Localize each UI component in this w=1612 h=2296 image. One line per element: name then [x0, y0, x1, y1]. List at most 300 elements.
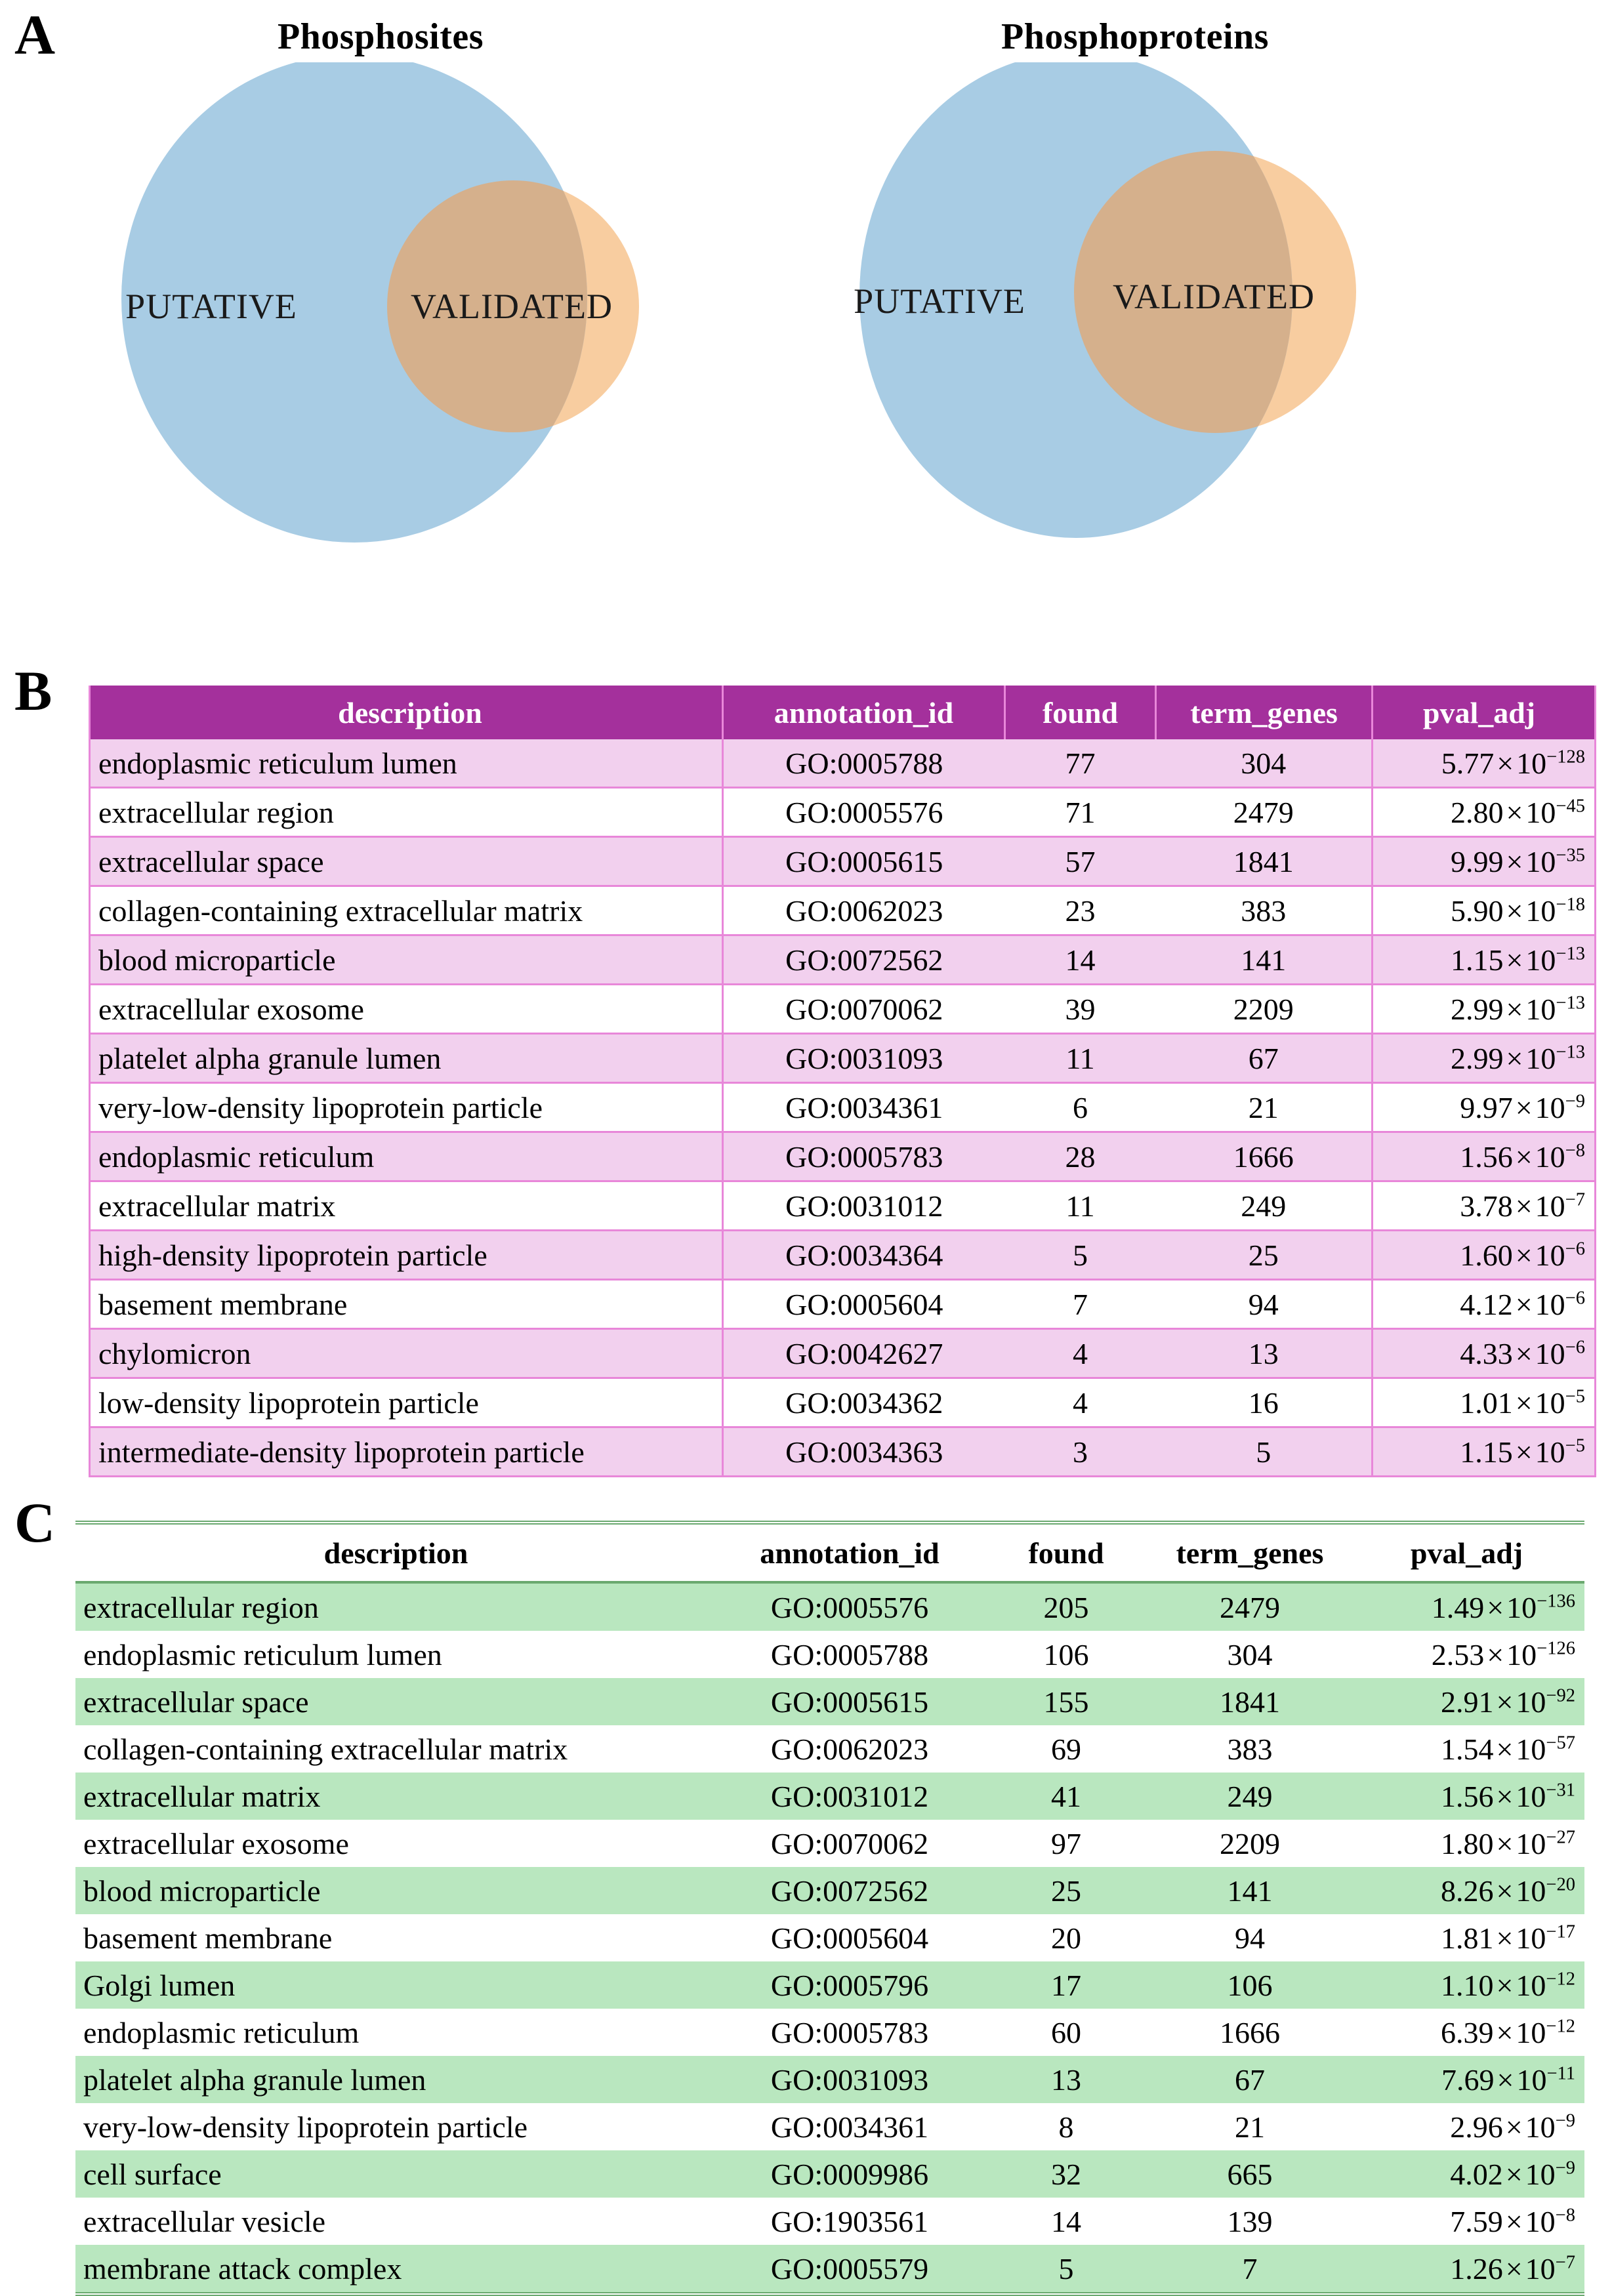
pval-base: 10: [1525, 893, 1556, 928]
multiplication-sign-icon: ×: [1515, 1336, 1533, 1370]
pval-mantissa: 1.54: [1440, 1732, 1494, 1766]
pval-exponent: −6: [1565, 1337, 1585, 1358]
cell-description: cell surface: [75, 2150, 709, 2198]
pval-exponent: −5: [1565, 1386, 1585, 1407]
multiplication-sign-icon: ×: [1506, 943, 1523, 977]
cell-term-genes: 106: [1142, 1961, 1358, 2009]
pval-base: 10: [1516, 1921, 1546, 1955]
cell-found: 14: [1005, 935, 1156, 985]
cell-description: low-density lipoprotein particle: [90, 1378, 723, 1427]
table-b-body: [90, 739, 1596, 1477]
pval-mantissa: 8.26: [1440, 1874, 1494, 1908]
pval-base: 10: [1506, 1637, 1537, 1671]
cell-description: endoplasmic reticulum: [90, 1132, 723, 1181]
cell-annotation-id: GO:0005788: [709, 1631, 991, 1678]
multiplication-sign-icon: ×: [1487, 1637, 1504, 1671]
cell-term-genes: 7: [1142, 2245, 1358, 2294]
pval-exponent: −11: [1546, 2063, 1575, 2084]
table-row: [90, 1034, 1596, 1083]
go-enrichment-table-phosphoproteins: [75, 1521, 1584, 2296]
pval-exponent: −128: [1546, 747, 1585, 768]
venn-diagram-phosphoproteins: [827, 0, 1548, 656]
pval-mantissa: 1.26: [1450, 2251, 1503, 2286]
cell-description: extracellular exosome: [75, 1820, 709, 1867]
multiplication-sign-icon: ×: [1515, 1189, 1533, 1223]
table-b-col-description: description: [90, 686, 723, 739]
pval-exponent: −35: [1556, 845, 1585, 866]
pval-base: 10: [1516, 2062, 1547, 2097]
cell-description: extracellular vesicle: [75, 2198, 709, 2245]
table-row: [75, 1914, 1584, 1961]
pval-exponent: −5: [1565, 1435, 1585, 1456]
cell-term-genes: 665: [1142, 2150, 1358, 2198]
cell-found: 5: [991, 2245, 1142, 2294]
cell-annotation-id: GO:0005796: [709, 1961, 991, 2009]
table-row: [75, 2056, 1584, 2103]
pval-base: 10: [1535, 1090, 1565, 1124]
pval-exponent: −27: [1546, 1827, 1575, 1848]
cell-annotation-id: GO:0072562: [723, 935, 1005, 985]
multiplication-sign-icon: ×: [1515, 1238, 1533, 1272]
venn-title-phosphoproteins: Phosphoproteins: [1001, 16, 1269, 57]
cell-term-genes: 25: [1156, 1231, 1373, 1280]
cell-term-genes: 1841: [1142, 1678, 1358, 1725]
pval-exponent: −9: [1555, 2110, 1575, 2131]
cell-term-genes: 2209: [1156, 985, 1373, 1034]
venn-diagram-phosphosites: [92, 0, 814, 656]
table-b-col-found: found: [1005, 686, 1156, 739]
cell-annotation-id: GO:1903561: [709, 2198, 991, 2245]
pval-mantissa: 9.97: [1460, 1090, 1513, 1124]
pval-mantissa: 5.90: [1450, 893, 1504, 928]
table-b-header: [90, 686, 1596, 739]
cell-term-genes: 67: [1156, 1034, 1373, 1083]
cell-pval-adj: [1373, 1329, 1596, 1378]
venn-label-validated-phosphosites: VALIDATED: [411, 287, 613, 326]
pval-exponent: −13: [1556, 1042, 1585, 1063]
cell-found: 28: [1005, 1132, 1156, 1181]
cell-pval-adj: [1373, 837, 1596, 886]
pval-mantissa: 7.59: [1450, 2204, 1503, 2238]
cell-pval-adj: [1373, 1427, 1596, 1477]
pval-exponent: −57: [1546, 1732, 1575, 1753]
cell-term-genes: 139: [1142, 2198, 1358, 2245]
cell-term-genes: 1841: [1156, 837, 1373, 886]
table-row: [90, 985, 1596, 1034]
pval-base: 10: [1525, 1041, 1556, 1075]
cell-description: extracellular region: [75, 1582, 709, 1631]
pval-base: 10: [1525, 795, 1556, 829]
cell-description: Golgi lumen: [75, 1961, 709, 2009]
cell-description: platelet alpha granule lumen: [75, 2056, 709, 2103]
cell-annotation-id: GO:0005783: [709, 2009, 991, 2056]
cell-pval-adj: [1358, 1631, 1584, 1678]
pval-mantissa: 1.56: [1460, 1139, 1513, 1174]
multiplication-sign-icon: ×: [1505, 2204, 1523, 2238]
cell-found: 20: [991, 1914, 1142, 1961]
pval-mantissa: 2.96: [1450, 2110, 1503, 2144]
cell-found: 77: [1005, 739, 1156, 788]
cell-annotation-id: GO:0031093: [709, 2056, 991, 2103]
cell-found: 23: [1005, 886, 1156, 935]
pval-exponent: −7: [1565, 1189, 1585, 1210]
cell-term-genes: 1666: [1156, 1132, 1373, 1181]
multiplication-sign-icon: ×: [1496, 1874, 1514, 1908]
pval-base: 10: [1516, 1779, 1546, 1813]
cell-pval-adj: [1373, 1083, 1596, 1132]
pval-base: 10: [1535, 1139, 1565, 1174]
pval-exponent: −20: [1546, 1874, 1575, 1895]
cell-found: 11: [1005, 1034, 1156, 1083]
table-row: [90, 886, 1596, 935]
cell-term-genes: 141: [1156, 935, 1373, 985]
cell-pval-adj: [1373, 788, 1596, 837]
table-row: [90, 1280, 1596, 1329]
cell-description: extracellular matrix: [90, 1181, 723, 1231]
cell-found: 4: [1005, 1329, 1156, 1378]
cell-pval-adj: [1373, 1231, 1596, 1280]
cell-found: 32: [991, 2150, 1142, 2198]
pval-base: 10: [1516, 746, 1547, 780]
cell-found: 17: [991, 1961, 1142, 2009]
cell-term-genes: 94: [1156, 1280, 1373, 1329]
cell-found: 7: [1005, 1280, 1156, 1329]
table-row: [90, 1378, 1596, 1427]
pval-mantissa: 1.60: [1460, 1238, 1513, 1272]
cell-annotation-id: GO:0034361: [709, 2103, 991, 2150]
cell-description: platelet alpha granule lumen: [90, 1034, 723, 1083]
table-row: [90, 837, 1596, 886]
cell-pval-adj: [1358, 2056, 1584, 2103]
multiplication-sign-icon: ×: [1515, 1090, 1533, 1124]
pval-exponent: −13: [1556, 943, 1585, 964]
cell-found: 60: [991, 2009, 1142, 2056]
multiplication-sign-icon: ×: [1515, 1435, 1533, 1469]
cell-annotation-id: GO:0031012: [723, 1181, 1005, 1231]
cell-found: 69: [991, 1725, 1142, 1773]
cell-term-genes: 2479: [1142, 1582, 1358, 1631]
pval-mantissa: 2.91: [1440, 1685, 1494, 1719]
multiplication-sign-icon: ×: [1496, 1968, 1514, 2002]
multiplication-sign-icon: ×: [1505, 2157, 1523, 2191]
cell-annotation-id: GO:0005604: [709, 1914, 991, 1961]
multiplication-sign-icon: ×: [1497, 746, 1514, 780]
table-row: [90, 788, 1596, 837]
pval-mantissa: 5.77: [1441, 746, 1495, 780]
pval-exponent: −8: [1565, 1140, 1585, 1161]
cell-term-genes: 13: [1156, 1329, 1373, 1378]
cell-term-genes: 21: [1142, 2103, 1358, 2150]
cell-annotation-id: GO:0005576: [723, 788, 1005, 837]
cell-term-genes: 383: [1156, 886, 1373, 935]
cell-found: 71: [1005, 788, 1156, 837]
cell-description: extracellular matrix: [75, 1773, 709, 1820]
cell-found: 8: [991, 2103, 1142, 2150]
cell-annotation-id: GO:0005579: [709, 2245, 991, 2294]
cell-annotation-id: GO:0009986: [709, 2150, 991, 2198]
multiplication-sign-icon: ×: [1496, 1826, 1514, 1860]
cell-found: 3: [1005, 1427, 1156, 1477]
cell-found: 39: [1005, 985, 1156, 1034]
panel-label-a: A: [14, 3, 56, 66]
multiplication-sign-icon: ×: [1505, 2110, 1523, 2144]
pval-base: 10: [1535, 1287, 1565, 1321]
cell-pval-adj: [1373, 886, 1596, 935]
cell-found: 25: [991, 1867, 1142, 1914]
table-row: [75, 1867, 1584, 1914]
pval-mantissa: 2.99: [1450, 992, 1504, 1026]
pval-base: 10: [1525, 2157, 1556, 2191]
cell-term-genes: 249: [1142, 1773, 1358, 1820]
cell-found: 97: [991, 1820, 1142, 1867]
pval-exponent: −9: [1555, 2158, 1575, 2179]
cell-pval-adj: [1373, 1378, 1596, 1427]
pval-exponent: −7: [1555, 2252, 1575, 2273]
cell-description: basement membrane: [75, 1914, 709, 1961]
pval-mantissa: 2.53: [1431, 1637, 1485, 1671]
pval-exponent: −8: [1555, 2205, 1575, 2226]
pval-base: 10: [1535, 1385, 1565, 1420]
cell-term-genes: 1666: [1142, 2009, 1358, 2056]
pval-base: 10: [1525, 2204, 1556, 2238]
multiplication-sign-icon: ×: [1506, 992, 1523, 1026]
pval-exponent: −45: [1556, 796, 1585, 817]
pval-base: 10: [1516, 1874, 1546, 1908]
cell-description: chylomicron: [90, 1329, 723, 1378]
pval-mantissa: 1.81: [1440, 1921, 1494, 1955]
cell-annotation-id: GO:0034361: [723, 1083, 1005, 1132]
cell-found: 4: [1005, 1378, 1156, 1427]
table-b-col-annotation-id: annotation_id: [723, 686, 1005, 739]
venn-label-validated-phosphoproteins: VALIDATED: [1113, 277, 1315, 316]
cell-pval-adj: [1358, 1820, 1584, 1867]
cell-description: endoplasmic reticulum lumen: [75, 1631, 709, 1678]
multiplication-sign-icon: ×: [1506, 844, 1523, 878]
table-c-header: [75, 1523, 1584, 1582]
multiplication-sign-icon: ×: [1496, 1921, 1514, 1955]
pval-exponent: −92: [1546, 1685, 1575, 1706]
table-row: [90, 739, 1596, 788]
table-row: [90, 1132, 1596, 1181]
cell-pval-adj: [1358, 2150, 1584, 2198]
table-c-col-term-genes: term_genes: [1142, 1523, 1358, 1582]
pval-exponent: −17: [1546, 1921, 1575, 1942]
multiplication-sign-icon: ×: [1496, 1779, 1514, 1813]
multiplication-sign-icon: ×: [1497, 2062, 1514, 2097]
pval-mantissa: 2.99: [1450, 1041, 1504, 1075]
cell-term-genes: 141: [1142, 1867, 1358, 1914]
cell-pval-adj: [1358, 2009, 1584, 2056]
cell-pval-adj: [1358, 2103, 1584, 2150]
pval-mantissa: 7.69: [1441, 2062, 1495, 2097]
multiplication-sign-icon: ×: [1515, 1139, 1533, 1174]
pval-exponent: −12: [1546, 1969, 1575, 1990]
table-row: [75, 2103, 1584, 2150]
cell-term-genes: 67: [1142, 2056, 1358, 2103]
pval-exponent: −31: [1546, 1780, 1575, 1801]
cell-found: 106: [991, 1631, 1142, 1678]
table-row: [75, 1773, 1584, 1820]
table-row: [90, 935, 1596, 985]
cell-term-genes: 16: [1156, 1378, 1373, 1427]
pval-mantissa: 1.01: [1460, 1385, 1513, 1420]
table-row: [90, 1231, 1596, 1280]
go-enrichment-table-phosphosites: [89, 686, 1596, 1477]
table-c-col-description: description: [75, 1523, 709, 1582]
cell-description: very-low-density lipoprotein particle: [75, 2103, 709, 2150]
cell-annotation-id: GO:0005615: [723, 837, 1005, 886]
pval-mantissa: 4.12: [1460, 1287, 1513, 1321]
panel-label-c: C: [14, 1491, 56, 1554]
pval-mantissa: 4.02: [1450, 2157, 1503, 2191]
pval-mantissa: 9.99: [1450, 844, 1504, 878]
cell-term-genes: 2209: [1142, 1820, 1358, 1867]
cell-description: blood microparticle: [90, 935, 723, 985]
pval-exponent: −136: [1537, 1591, 1575, 1612]
cell-description: extracellular region: [90, 788, 723, 837]
table-row: [75, 2150, 1584, 2198]
table-row: [75, 1631, 1584, 1678]
table-row: [75, 2198, 1584, 2245]
pval-base: 10: [1535, 1238, 1565, 1272]
cell-pval-adj: [1358, 1773, 1584, 1820]
cell-description: membrane attack complex: [75, 2245, 709, 2294]
table-row: [90, 1181, 1596, 1231]
cell-annotation-id: GO:0034364: [723, 1231, 1005, 1280]
cell-found: 11: [1005, 1181, 1156, 1231]
cell-annotation-id: GO:0042627: [723, 1329, 1005, 1378]
multiplication-sign-icon: ×: [1496, 2015, 1514, 2049]
cell-found: 6: [1005, 1083, 1156, 1132]
cell-annotation-id: GO:0072562: [709, 1867, 991, 1914]
table-row: [75, 1582, 1584, 1631]
multiplication-sign-icon: ×: [1506, 795, 1523, 829]
pval-mantissa: 2.80: [1450, 795, 1504, 829]
cell-description: extracellular space: [75, 1678, 709, 1725]
cell-description: high-density lipoprotein particle: [90, 1231, 723, 1280]
cell-pval-adj: [1358, 2198, 1584, 2245]
cell-annotation-id: GO:0005576: [709, 1582, 991, 1631]
cell-term-genes: 249: [1156, 1181, 1373, 1231]
cell-annotation-id: GO:0070062: [709, 1820, 991, 1867]
cell-description: extracellular space: [90, 837, 723, 886]
pval-exponent: −126: [1537, 1638, 1575, 1659]
pval-mantissa: 1.80: [1440, 1826, 1494, 1860]
pval-base: 10: [1525, 2251, 1556, 2286]
pval-base: 10: [1525, 844, 1556, 878]
cell-pval-adj: [1373, 739, 1596, 788]
cell-description: extracellular exosome: [90, 985, 723, 1034]
table-row: [75, 1961, 1584, 2009]
table-c-header-row: [75, 1523, 1584, 1582]
table-row: [75, 1678, 1584, 1725]
cell-term-genes: 304: [1142, 1631, 1358, 1678]
cell-annotation-id: GO:0031093: [723, 1034, 1005, 1083]
cell-annotation-id: GO:0005604: [723, 1280, 1005, 1329]
venn-title-phosphosites: Phosphosites: [277, 16, 484, 57]
pval-mantissa: 1.15: [1460, 1435, 1513, 1469]
pval-base: 10: [1516, 1685, 1546, 1719]
pval-base: 10: [1525, 992, 1556, 1026]
table-c-col-annotation-id: annotation_id: [709, 1523, 991, 1582]
cell-term-genes: 5: [1156, 1427, 1373, 1477]
cell-term-genes: 2479: [1156, 788, 1373, 837]
panel-label-b: B: [14, 659, 52, 722]
cell-annotation-id: GO:0005783: [723, 1132, 1005, 1181]
cell-pval-adj: [1358, 1961, 1584, 2009]
cell-pval-adj: [1373, 1280, 1596, 1329]
pval-base: 10: [1535, 1336, 1565, 1370]
pval-mantissa: 1.56: [1440, 1779, 1494, 1813]
pval-exponent: −6: [1565, 1239, 1585, 1260]
table-b-header-row: [90, 686, 1596, 739]
multiplication-sign-icon: ×: [1515, 1287, 1533, 1321]
cell-found: 57: [1005, 837, 1156, 886]
multiplication-sign-icon: ×: [1506, 1041, 1523, 1075]
panel-a-venn-diagrams: [0, 0, 1612, 656]
cell-found: 155: [991, 1678, 1142, 1725]
cell-annotation-id: GO:0062023: [709, 1725, 991, 1773]
cell-annotation-id: GO:0005615: [709, 1678, 991, 1725]
table-c-body: [75, 1582, 1584, 2294]
cell-pval-adj: [1373, 1181, 1596, 1231]
pval-mantissa: 1.49: [1431, 1590, 1485, 1624]
pval-base: 10: [1516, 1968, 1546, 2002]
cell-found: 14: [991, 2198, 1142, 2245]
multiplication-sign-icon: ×: [1506, 893, 1523, 928]
pval-exponent: −18: [1556, 894, 1585, 915]
cell-pval-adj: [1358, 1914, 1584, 1961]
pval-base: 10: [1525, 2110, 1556, 2144]
table-row: [75, 1820, 1584, 1867]
pval-exponent: −9: [1565, 1091, 1585, 1112]
table-b-col-term-genes: term_genes: [1156, 686, 1373, 739]
multiplication-sign-icon: ×: [1515, 1385, 1533, 1420]
pval-mantissa: 4.33: [1460, 1336, 1513, 1370]
pval-base: 10: [1535, 1435, 1565, 1469]
venn-svg-phosphoproteins: [827, 62, 1548, 640]
cell-description: collagen-containing extracellular matrix: [90, 886, 723, 935]
table-row: [90, 1329, 1596, 1378]
table-c-col-pval-adj: pval_adj: [1358, 1523, 1584, 1582]
table-row: [90, 1083, 1596, 1132]
cell-description: endoplasmic reticulum lumen: [90, 739, 723, 788]
pval-base: 10: [1516, 2015, 1546, 2049]
pval-mantissa: 3.78: [1460, 1189, 1513, 1223]
pval-base: 10: [1506, 1590, 1537, 1624]
cell-found: 13: [991, 2056, 1142, 2103]
cell-annotation-id: GO:0062023: [723, 886, 1005, 935]
table-row: [75, 2009, 1584, 2056]
cell-pval-adj: [1373, 1132, 1596, 1181]
cell-found: 205: [991, 1582, 1142, 1631]
venn-svg-phosphosites: [92, 62, 814, 640]
cell-pval-adj: [1373, 935, 1596, 985]
table-row: [90, 1427, 1596, 1477]
cell-found: 5: [1005, 1231, 1156, 1280]
table-row: [75, 1725, 1584, 1773]
cell-pval-adj: [1358, 1725, 1584, 1773]
table-row: [75, 2245, 1584, 2294]
multiplication-sign-icon: ×: [1505, 2251, 1523, 2286]
cell-description: basement membrane: [90, 1280, 723, 1329]
pval-mantissa: 1.15: [1450, 943, 1504, 977]
cell-annotation-id: GO:0034363: [723, 1427, 1005, 1477]
pval-base: 10: [1516, 1732, 1546, 1766]
cell-annotation-id: GO:0034362: [723, 1378, 1005, 1427]
pval-mantissa: 1.10: [1440, 1968, 1494, 2002]
pval-exponent: −6: [1565, 1288, 1585, 1309]
